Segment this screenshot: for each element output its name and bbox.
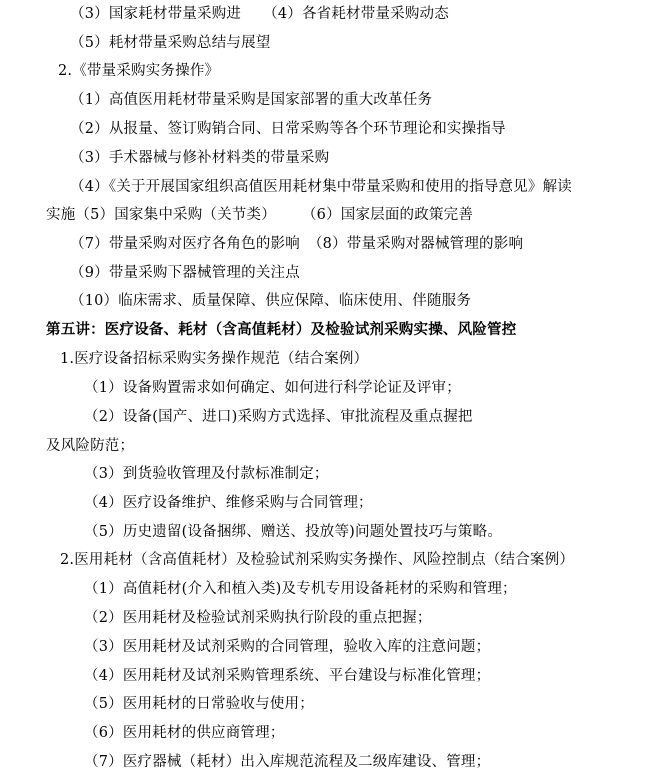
line-segment: （4）各省耗材带量采购动态 [263,6,449,22]
text-line: （3）医用耗材及试剂采购的合同管理，验收入库的注意问题； [84,639,491,655]
text-line [70,235,523,253]
text-line: （2）设备(国产、进口)采购方式选择、审批流程及重点握把 [84,409,473,425]
section-heading: 2.医用耗材（含高值耗材）及检验试剂采购实务操作、风险控制点（结合案例） [60,552,575,568]
text-line [70,5,449,23]
text-line: （6）医用耗材的供应商管理； [84,725,285,741]
section-heading: 1.医疗设备招标采购实务操作规范（结合案例） [60,351,369,367]
text-line: （5）医用耗材的日常验收与使用； [84,696,314,712]
line-segment: （6）国家层面的政策完善 [301,207,474,223]
line-segment: 实施（5）国家集中采购（关节类） [46,207,276,223]
text-line: （4）医疗设备维护、维修采购与合同管理； [84,495,373,511]
line-segment: （3）国家耗材带量采购进 [70,6,242,22]
text-line [46,206,473,224]
text-line: （4）医用耗材及试剂采购管理系统、平台建设与标准化管理； [84,668,491,684]
text-line: （7）医疗器械（耗材）出入库规范流程及二级库建设、管理； [84,754,491,770]
text-line: （1）设备购置需求如何确定、如何进行科学论证及评审； [84,380,461,396]
text-line: （1）高值医用耗材带量采购是国家部署的重大改革任务 [70,92,433,108]
text-line: （3）手术器械与修补材料类的带量采购 [70,150,330,166]
text-line: （3）到货验收管理及付款标准制定； [84,466,329,482]
text-line: （5）耗材带量采购总结与展望 [70,35,271,51]
text-line: （1）高值耗材(介入和植入类)及专机专用设备耗材的采购和管理； [84,581,517,597]
text-line: （10）临床需求、质量保障、供应保障、临床使用、伴随服务 [70,293,472,309]
text-line: 及风险防范； [46,438,135,454]
text-line: （2）医用耗材及检验试剂采购执行阶段的重点把握； [84,610,432,626]
lecture-heading: 第五讲：医疗设备、耗材（含高值耗材）及检验试剂采购实操、风险管控 [46,321,517,338]
line-segment: （8）带量采购对器械管理的影响 [307,236,524,252]
line-segment: （7）带量采购对医疗各角色的影响 [70,236,300,252]
text-line: （5）历史遗留(设备捆绑、赠送、投放等)问题处置技巧与策略。 [84,524,503,540]
section-heading: 2.《带量采购实务操作》 [58,63,220,79]
text-line: （4）《关于开展国家组织高值医用耗材集中带量采购和使用的指导意见》解读 [70,179,572,195]
text-line: （9）带量采购下器械管理的关注点 [70,265,300,281]
text-line: （2）从报量、签订购销合同、日常采购等各个环节理论和实操指导 [70,121,506,137]
